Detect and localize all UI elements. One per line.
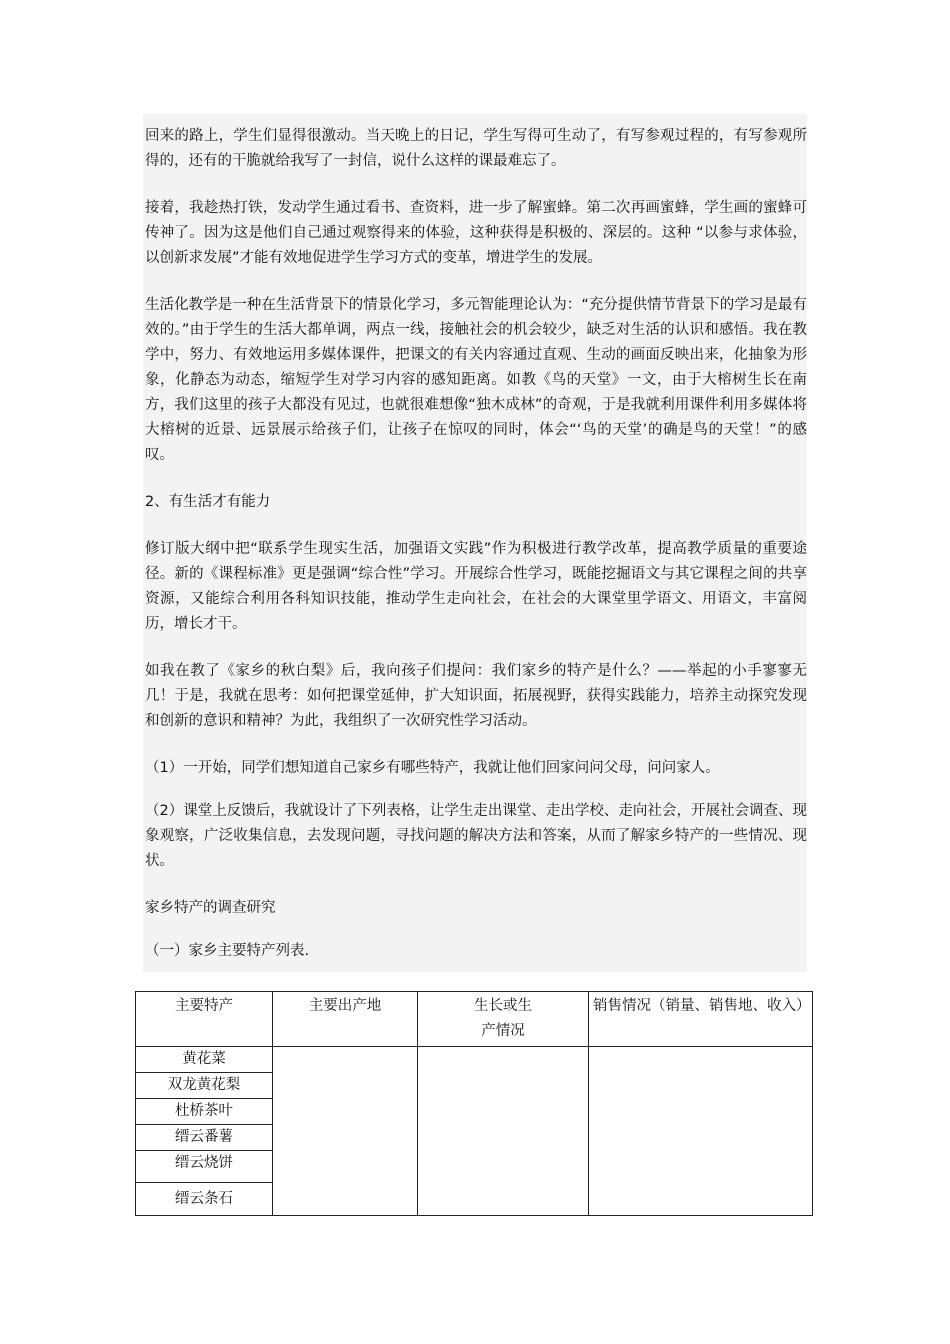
paragraph-1: 回来的路上，学生们显得很激动。当天晚上的日记，学生写得可生动了，有写参观过程的，有写参观所得的，还有的干脆就给我写了一封信，说什么这样的课最难忘了。	[145, 128, 807, 169]
paragraph-6: （1）一开始，同学们想知道自己家乡有哪些特产，我就让他们回家问问父母，问问家人。	[145, 760, 720, 776]
table-row	[136, 1047, 813, 1073]
header-growth	[418, 992, 589, 1047]
paragraph-3: 生活化教学是一种在生活背景下的情景化学习，多元智能理论认为：“充分提供情节背景下的学习是最有效的。”由于学生的生活大都单调，两点一线，接触社会的机会较少，缺乏对生活的认识和感悟。我在教学中，努力、有效地运用多媒体课件，把课文的有关内容通过直观、生动的画面反映出来，化抽象为形象，化静态为动态，缩短学生对学习内容的感知距离。如教《鸟的天堂》一文，由于大榕树生长在南方，我们这里的孩子大都没有见过，也就很难想像“独木成林”的奇观，于是我就利用课件利用多媒体将大榕树的近景、远景展示给孩子们，让孩子在惊叹的同时，体会“‘鸟的天堂’的确是鸟的天堂！”的感叹。	[145, 297, 807, 463]
specialty-cell: 缙云番薯	[136, 1125, 273, 1151]
document-body	[145, 124, 807, 986]
section-heading: 2、有生活才有能力	[145, 494, 271, 510]
header-sales: 销售情况（销量、销售地、收入）	[589, 992, 813, 1047]
table-header-row	[136, 992, 813, 1047]
specialty-cell: 双龙黄花梨	[136, 1073, 273, 1099]
specialty-cell: 缙云烧饼	[136, 1151, 273, 1183]
origin-cell	[273, 1047, 418, 1216]
paragraph-7: （2）课堂上反馈后，我就设计了下列表格，让学生走出课堂、走出学校、走向社会，开展社会调查、现象观察，广泛收集信息，去发现问题，寻找问题的解决方法和答案，从而了解家乡特产的一些情况、现状。	[145, 803, 807, 869]
specialty-cell: 缙云条石	[136, 1183, 273, 1216]
header-origin: 主要出产地	[273, 992, 418, 1047]
paragraph-5: 如我在教了《家乡的秋白梨》后，我向孩子们提问：我们家乡的特产是什么？——举起的小手寥寥无几！于是，我就在思考：如何把课堂延伸，扩大知识面，拓展视野，获得实践能力，培养主动探究发现和创新的意识和精神？为此，我组织了一次研究性学习活动。	[145, 663, 807, 729]
header-growth-line-2: 产情况	[481, 1023, 525, 1039]
sales-cell	[589, 1047, 813, 1216]
survey-title: 家乡特产的调查研究	[145, 900, 276, 916]
paragraph-2: 接着，我趁热打铁，发动学生通过看书、查资料，进一步了解蜜蜂。第二次再画蜜蜂，学生画的蜜蜂可传神了。因为这是他们自己通过观察得来的体验，这种获得是积极的、深层的。这种 “以参与求体验，以创新求发展”才能有效地促进学生学习方式的变革，增进学生的发展。	[145, 200, 807, 266]
header-growth-line-1: 生长或生	[474, 998, 532, 1014]
header-growth-text	[453, 994, 553, 1044]
header-main-specialty: 主要特产	[136, 992, 273, 1047]
growth-cell	[418, 1047, 589, 1216]
specialty-cell: 黄花菜	[136, 1047, 273, 1073]
paragraph-4: 修订版大纲中把“联系学生现实生活，加强语文实践”作为积极进行教学改革，提高教学质量的重要途径。新的《课程标准》更是强调“综合性”学习。开展综合性学习，既能挖掘语文与其它课程之间的共享资源，又能综合利用各科知识技能，推动学生走向社会，在社会的大课堂里学语文、用语文，丰富阅历，增长才干。	[145, 541, 807, 632]
specialty-survey-table	[135, 991, 813, 1216]
table-caption: （一）家乡主要特产列表.	[145, 943, 310, 959]
specialty-cell: 杜桥茶叶	[136, 1099, 273, 1125]
